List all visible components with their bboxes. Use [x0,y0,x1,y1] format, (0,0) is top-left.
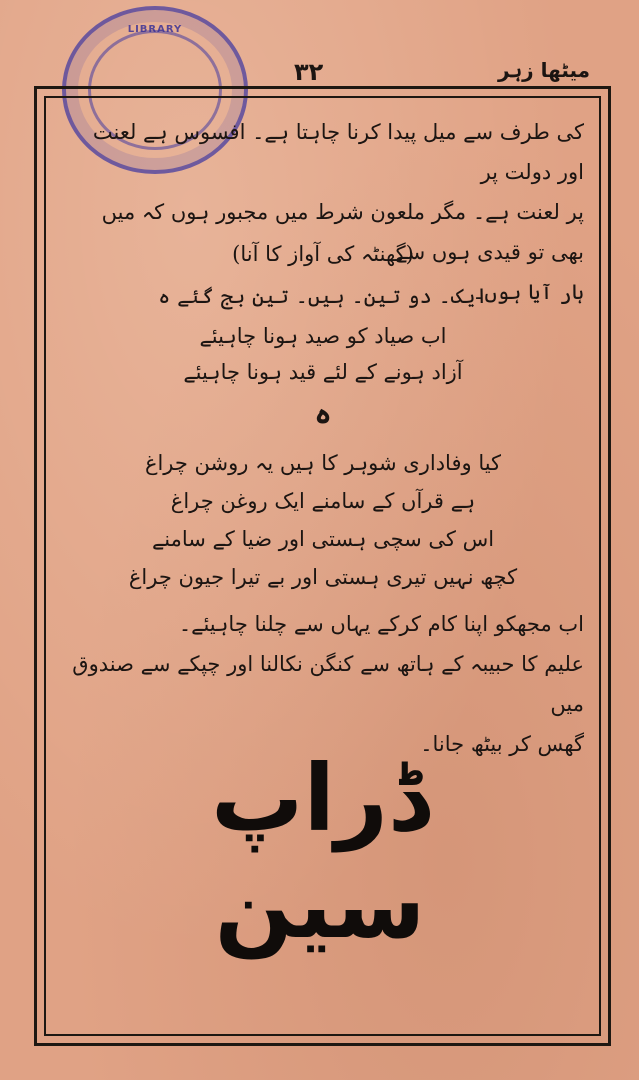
clock-count-line: ایک۔ دو تین۔ ہیں۔ تین بج گئے ہ [158,284,488,308]
verse-line: کیا وفاداری شوہر کا ہیں یہ روشن چراغ [144,451,502,475]
verse-couplet-1 [62,318,584,390]
page-number: ۳۲ [294,58,324,86]
verse-line: اب صیاد کو صید ہونا چاہیئے [199,324,447,348]
verse-line: اس کی سچی ہستی اور ضیا کے سامنے [151,527,495,551]
stamp-text: LIBRARY [127,24,183,35]
closing-paragraph [62,604,584,764]
verse-ornament: ہ [314,396,332,431]
text-line: گھس کر بیٹھ جانا۔ [420,732,584,756]
text-line: پر لعنت ہے۔ مگر ملعون شرط میں مجبور ہوں کہ میں بھی تو قیدی ہوں سے [101,200,584,264]
verse-line: ہے قرآں کے سامنے ایک روغن چراغ [170,489,476,513]
text-line: کی طرف سے میل پیدا کرنا چاہتا ہے۔ افسوس ہے لعنت اور دولت پر [92,120,584,184]
verse-line: آزاد ہونے کے لئے قید ہونا چاہیئے [183,360,463,384]
text-line: ہار آیا ہوں۔ [472,280,584,304]
text-line: علیم کا حبیبہ کے ہاتھ سے کنگن نکالنا اور چپکے سے صندوق میں [72,652,584,716]
verse-line: کچھ نہیں تیری ہستی اور بے تیرا جیون چراغ [128,565,518,589]
drop-scene-heading: ڈراپ سین [211,745,429,959]
stage-direction: (گھنٹہ کی آواز کا آنا) [232,242,414,266]
verse-stanza-2 [62,444,584,596]
running-head: میٹھا زہر [498,58,591,82]
text-line: اب مجھکو اپنا کام کرکے یہاں سے چلنا چاہیئے۔ [178,612,584,636]
opening-paragraph [62,112,584,312]
